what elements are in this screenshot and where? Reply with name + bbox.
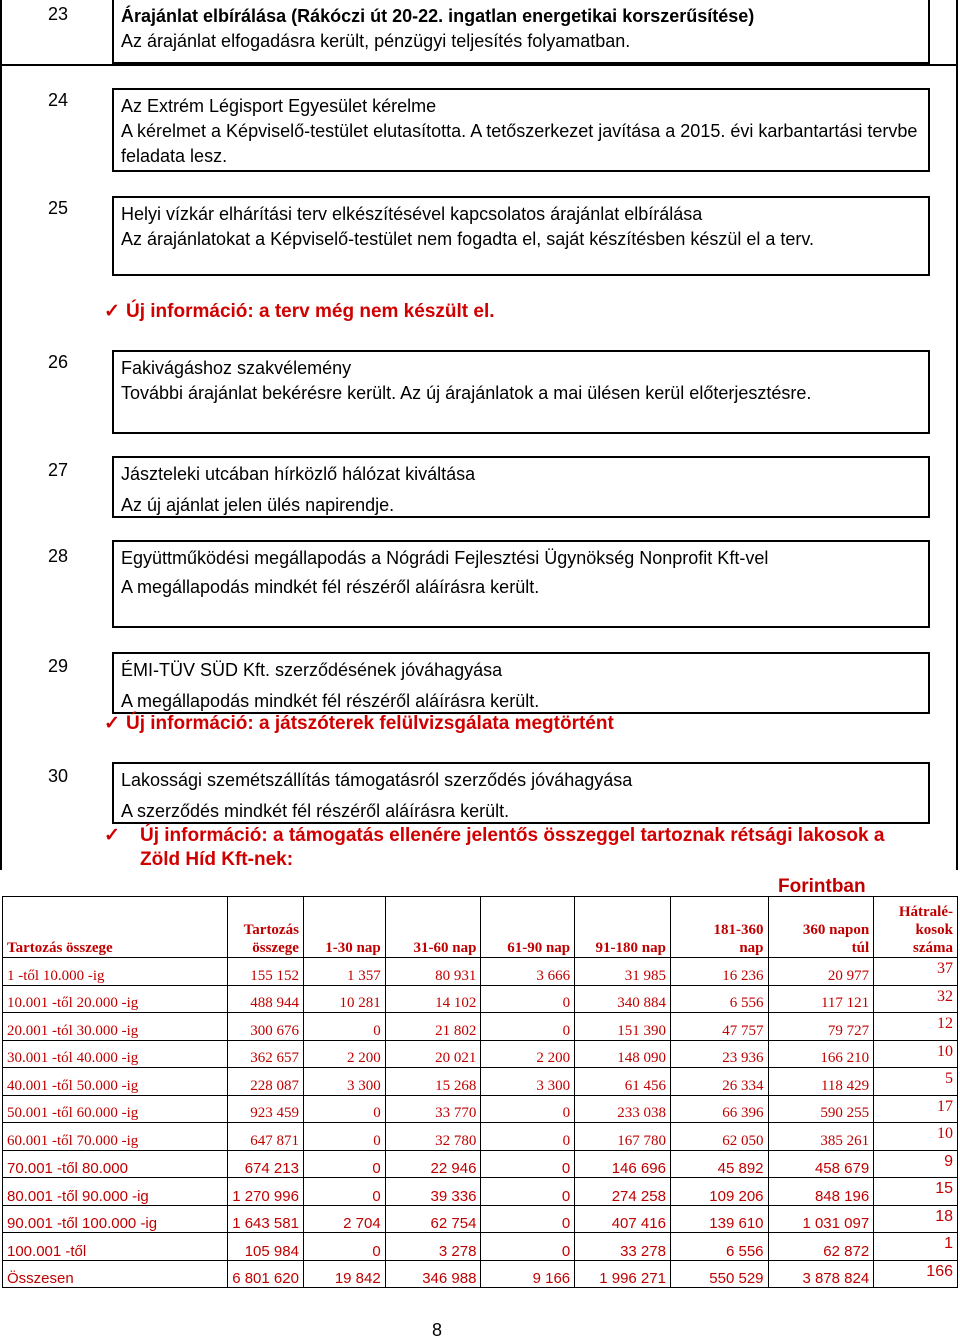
table-cell: 166 (874, 1260, 958, 1288)
table-row (3, 1040, 958, 1068)
table-cell: 19 842 (303, 1260, 385, 1288)
table-cell: 1 643 581 (228, 1205, 304, 1233)
table-cell: 39 336 (385, 1178, 481, 1206)
table-cell: 3 278 (385, 1233, 481, 1261)
table-cell: 385 261 (768, 1123, 874, 1151)
item-text: A szerződés mindkét fél részéről aláírásra került. (121, 801, 510, 821)
table-cell: 22 946 (385, 1150, 481, 1178)
frame-right-line (956, 0, 958, 870)
item-number: 27 (48, 460, 69, 480)
table-cell: 40.001 -től 50.000 -ig (3, 1068, 228, 1096)
table-cell: 16 236 (670, 958, 768, 986)
item-title: Lakossági szemétszállítás támogatásról szerződés jóváhagyása (121, 770, 633, 790)
table-cell: 146 696 (575, 1150, 671, 1178)
table-cell: 0 (481, 985, 575, 1013)
item-number: 26 (48, 352, 69, 372)
table-cell: 23 936 (670, 1040, 768, 1068)
table-cell: 923 459 (228, 1095, 304, 1123)
item-title: ÉMI-TÜV SÜD Kft. szerződésének jóváhagyása (121, 660, 503, 680)
debt-table (2, 896, 958, 1288)
table-cell: 80.001 -től 90.000 -ig (3, 1178, 228, 1206)
item-number: 30 (48, 766, 69, 786)
table-cell: 15 (874, 1178, 958, 1206)
table-cell: 3 300 (481, 1068, 575, 1096)
table-cell: 274 258 (575, 1178, 671, 1206)
table-cell: 3 666 (481, 958, 575, 986)
table-cell: 0 (481, 1013, 575, 1041)
table-cell: 2 200 (303, 1040, 385, 1068)
table-cell: 2 704 (303, 1205, 385, 1233)
new-info-note (104, 824, 904, 872)
table-cell: 228 087 (228, 1068, 304, 1096)
table-row (3, 985, 958, 1013)
table-cell: 1 (874, 1233, 958, 1261)
table-cell: 62 872 (768, 1233, 874, 1261)
table-cell: 0 (303, 1150, 385, 1178)
checkmark-icon: ✓ (104, 713, 120, 734)
checkmark-icon: ✓ (104, 825, 120, 846)
table-cell: 9 166 (481, 1260, 575, 1288)
item-title: Fakivágáshoz szakvélemény (121, 358, 352, 378)
table-cell: 0 (481, 1233, 575, 1261)
table-row (3, 1205, 958, 1233)
table-cell: 80 931 (385, 958, 481, 986)
table-cell: 0 (481, 1123, 575, 1151)
table-header-cell: 91-180 nap (575, 897, 671, 958)
table-cell: 674 213 (228, 1150, 304, 1178)
checkmark-icon: ✓ (104, 301, 120, 322)
table-header-cell: 181-360 nap (670, 897, 768, 958)
item-box (112, 350, 930, 434)
item-title: Árajánlat elbírálása (Rákóczi út 20-22. ingatlan energetikai korszerűsítése) (121, 6, 755, 26)
table-header-cell: 360 napon túl (768, 897, 874, 958)
table-cell: 10.001 -től 20.000 -ig (3, 985, 228, 1013)
table-header-cell: 31-60 nap (385, 897, 481, 958)
table-cell: 458 679 (768, 1150, 874, 1178)
table-cell: 6 801 620 (228, 1260, 304, 1288)
table-cell: 407 416 (575, 1205, 671, 1233)
table-row (3, 1233, 958, 1261)
table-cell: 70.001 -től 80.000 (3, 1150, 228, 1178)
item-title: Helyi vízkár elhárítási terv elkészítésével kapcsolatos árajánlat elbírálása (121, 204, 703, 224)
table-cell: 2 200 (481, 1040, 575, 1068)
new-info-note (104, 712, 614, 736)
table-row (3, 1068, 958, 1096)
table-cell: 60.001 -től 70.000 -ig (3, 1123, 228, 1151)
table-header-cell: 1-30 nap (303, 897, 385, 958)
table-cell: 20 021 (385, 1040, 481, 1068)
page-number: 8 (432, 1320, 443, 1340)
table-cell: 362 657 (228, 1040, 304, 1068)
table-cell: 18 (874, 1205, 958, 1233)
table-cell: 148 090 (575, 1040, 671, 1068)
item-box (112, 196, 930, 276)
item-title: Jászteleki utcában hírközlő hálózat kiváltása (121, 464, 476, 484)
table-row (3, 1150, 958, 1178)
table-header-cell: Tartozás összege (3, 897, 228, 958)
item-box (112, 762, 930, 824)
table-cell: 647 871 (228, 1123, 304, 1151)
table-cell: 155 152 (228, 958, 304, 986)
table-cell: 10 (874, 1123, 958, 1151)
table-cell: 105 984 (228, 1233, 304, 1261)
item-text: A megállapodás mindkét fél részéről aláírásra került. (121, 577, 540, 597)
table-cell: 848 196 (768, 1178, 874, 1206)
table-cell: 233 038 (575, 1095, 671, 1123)
item-number: 23 (48, 4, 69, 24)
new-info-note (104, 300, 495, 324)
table-cell: 12 (874, 1013, 958, 1041)
item-box (112, 540, 930, 628)
table-cell: 550 529 (670, 1260, 768, 1288)
item-box (112, 88, 930, 172)
table-cell: 0 (303, 1095, 385, 1123)
table-cell: 90.001 -től 100.000 -ig (3, 1205, 228, 1233)
table-cell: 61 456 (575, 1068, 671, 1096)
item-box (112, 0, 930, 64)
table-total-row (3, 1260, 958, 1288)
table-cell: 1 270 996 (228, 1178, 304, 1206)
table-header-cell: Hátralé- kosok száma (874, 897, 958, 958)
table-cell: 26 334 (670, 1068, 768, 1096)
table-cell: 1 031 097 (768, 1205, 874, 1233)
item-separator (0, 64, 958, 66)
table-row (3, 958, 958, 986)
table-cell: 33 278 (575, 1233, 671, 1261)
table-cell: 3 878 824 (768, 1260, 874, 1288)
table-cell: 33 770 (385, 1095, 481, 1123)
table-cell: Összesen (3, 1260, 228, 1288)
table-cell: 14 102 (385, 985, 481, 1013)
table-cell: 0 (481, 1205, 575, 1233)
item-text: Az árajánlatokat a Képviselő-testület nem fogadta el, saját készítésben készül el a terv. (121, 229, 815, 249)
table-cell: 0 (481, 1178, 575, 1206)
table-cell: 1 996 271 (575, 1260, 671, 1288)
table-cell: 340 884 (575, 985, 671, 1013)
item-box (112, 456, 930, 518)
item-text: Az új ajánlat jelen ülés napirendje. (121, 495, 395, 515)
table-cell: 6 556 (670, 985, 768, 1013)
table-cell: 9 (874, 1150, 958, 1178)
table-cell: 1 357 (303, 958, 385, 986)
table-cell: 37 (874, 958, 958, 986)
table-cell: 15 268 (385, 1068, 481, 1096)
new-info-text: Új információ: a támogatás ellenére jelentős összeggel tartoznak rétsági lakosok a Zöld Híd Kft-nek: (140, 825, 885, 870)
table-cell: 488 944 (228, 985, 304, 1013)
table-cell: 32 780 (385, 1123, 481, 1151)
table-cell: 0 (303, 1123, 385, 1151)
table-cell: 50.001 -től 60.000 -ig (3, 1095, 228, 1123)
table-cell: 66 396 (670, 1095, 768, 1123)
item-number: 25 (48, 198, 69, 218)
table-cell: 109 206 (670, 1178, 768, 1206)
new-info-text: Új információ: a játszóterek felülvizsgálata megtörtént (126, 713, 614, 734)
table-cell: 1 -től 10.000 -ig (3, 958, 228, 986)
item-title: Az Extrém Légisport Egyesület kérelme (121, 96, 437, 116)
table-cell: 3 300 (303, 1068, 385, 1096)
table-cell: 17 (874, 1095, 958, 1123)
table-cell: 0 (303, 1178, 385, 1206)
item-text: A megállapodás mindkét fél részéről aláírásra került. (121, 691, 540, 711)
table-cell: 0 (481, 1150, 575, 1178)
table-header-row (3, 897, 958, 958)
item-number: 29 (48, 656, 69, 676)
table-cell: 79 727 (768, 1013, 874, 1041)
table-row (3, 1013, 958, 1041)
currency-label: Forintban (778, 876, 866, 897)
table-cell: 151 390 (575, 1013, 671, 1041)
table-cell: 10 281 (303, 985, 385, 1013)
table-header-cell: Tartozás összege (228, 897, 304, 958)
table-cell: 47 757 (670, 1013, 768, 1041)
table-cell: 167 780 (575, 1123, 671, 1151)
table-cell: 30.001 -tól 40.000 -ig (3, 1040, 228, 1068)
item-box (112, 652, 930, 714)
table-cell: 45 892 (670, 1150, 768, 1178)
table-cell: 166 210 (768, 1040, 874, 1068)
item-title: Együttműködési megállapodás a Nógrádi Fejlesztési Ügynökség Nonprofit Kft-vel (121, 548, 769, 568)
table-cell: 32 (874, 985, 958, 1013)
frame-left-line (0, 0, 2, 870)
table-cell: 62 754 (385, 1205, 481, 1233)
table-cell: 31 985 (575, 958, 671, 986)
table-cell: 117 121 (768, 985, 874, 1013)
table-cell: 20.001 -tól 30.000 -ig (3, 1013, 228, 1041)
table-cell: 21 802 (385, 1013, 481, 1041)
item-text: A kérelmet a Képviselő-testület elutasította. A tetőszerkezet javítása a 2015. évi karbantartási tervbe feladata lesz. (121, 121, 918, 166)
item-text: További árajánlat bekérésre került. Az új árajánlatok a mai ülésen kerül előterjesztésre. (121, 383, 812, 403)
table-cell: 10 (874, 1040, 958, 1068)
table-cell: 0 (303, 1233, 385, 1261)
new-info-text: Új információ: a terv még nem készült el. (126, 301, 495, 322)
table-cell: 100.001 -től (3, 1233, 228, 1261)
table-cell: 300 676 (228, 1013, 304, 1041)
table-cell: 0 (481, 1095, 575, 1123)
table-cell: 590 255 (768, 1095, 874, 1123)
item-number: 24 (48, 90, 69, 110)
table-row (3, 1178, 958, 1206)
table-cell: 0 (303, 1013, 385, 1041)
table-row (3, 1095, 958, 1123)
table-cell: 62 050 (670, 1123, 768, 1151)
item-number: 28 (48, 546, 69, 566)
table-cell: 5 (874, 1068, 958, 1096)
table-cell: 118 429 (768, 1068, 874, 1096)
table-cell: 6 556 (670, 1233, 768, 1261)
table-cell: 346 988 (385, 1260, 481, 1288)
table-cell: 20 977 (768, 958, 874, 986)
table-cell: 139 610 (670, 1205, 768, 1233)
item-text: Az árajánlat elfogadásra került, pénzügyi teljesítés folyamatban. (121, 31, 631, 51)
table-header-cell: 61-90 nap (481, 897, 575, 958)
table-row (3, 1123, 958, 1151)
